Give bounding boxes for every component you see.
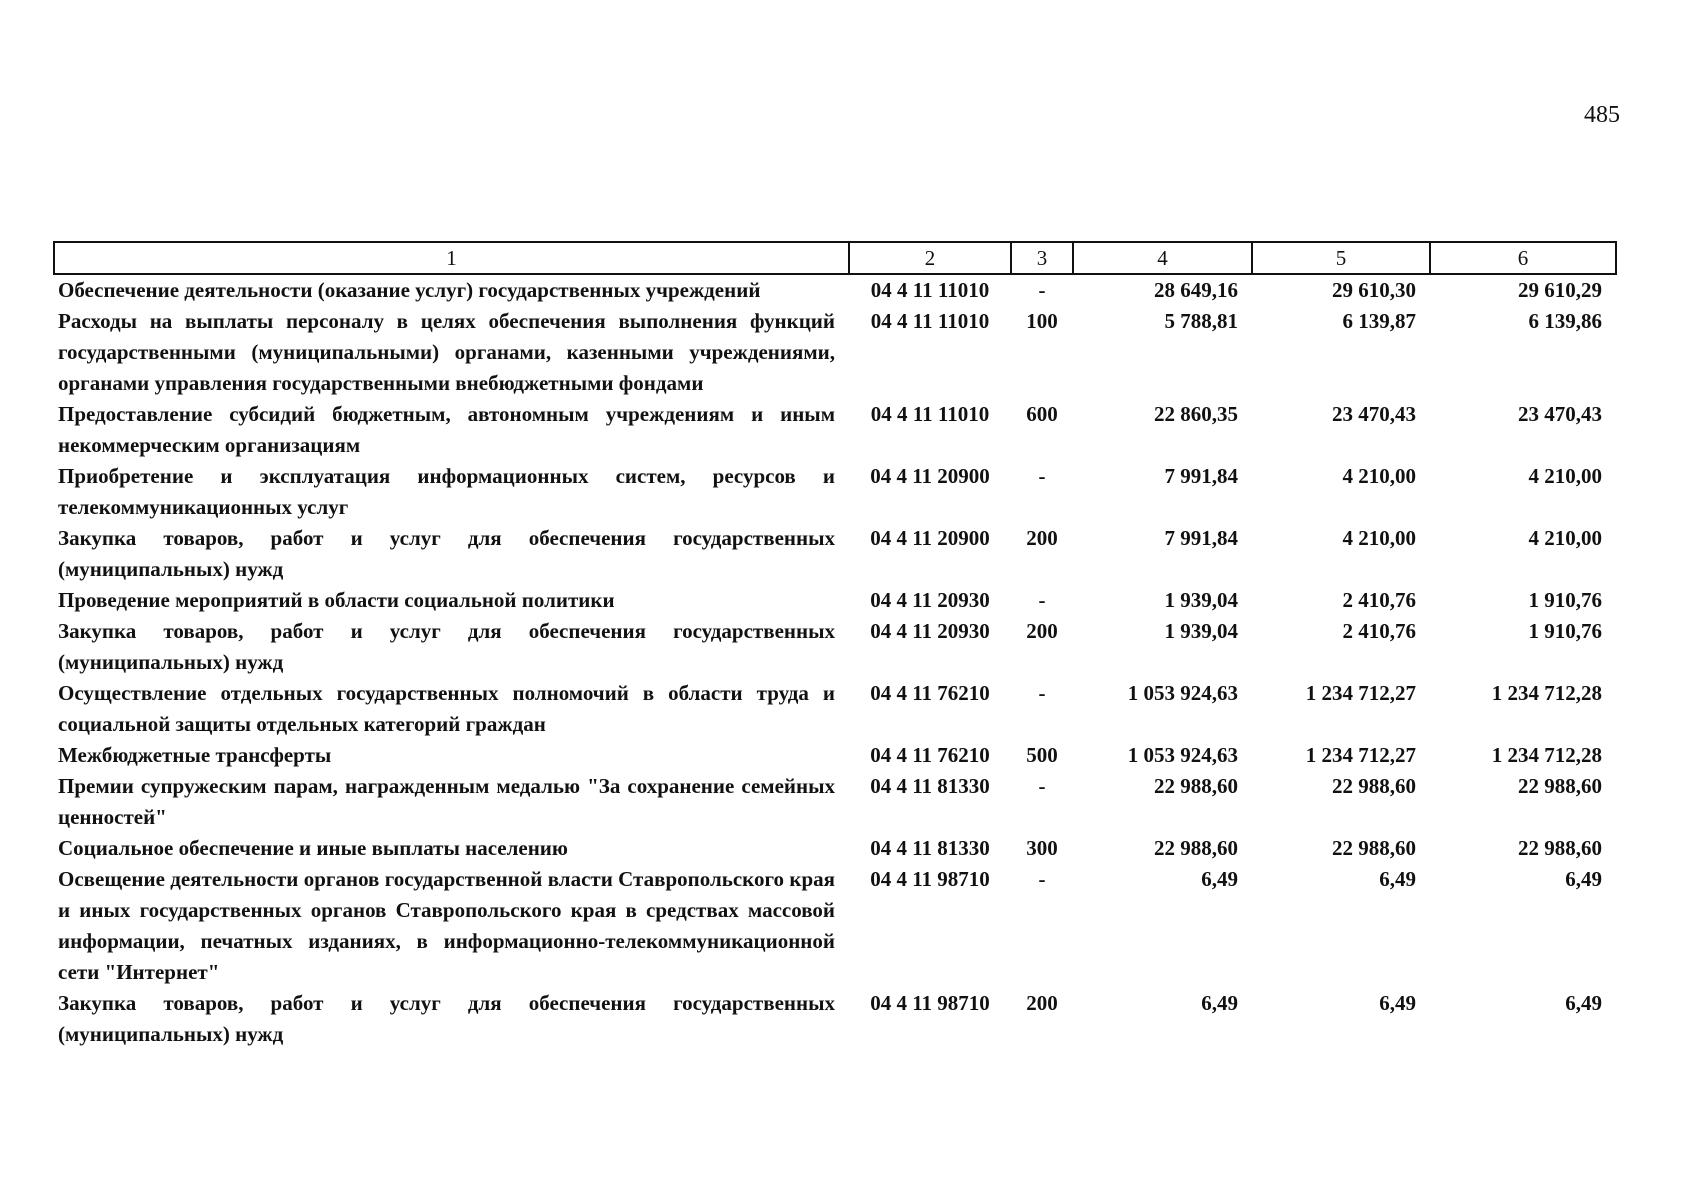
row-code-cell: 04 4 11 98710 xyxy=(870,991,990,1015)
row-value-col6-cell: 6,49 xyxy=(1565,867,1602,891)
row-value-col5-cell: 6,49 xyxy=(1379,867,1416,891)
row-name-cell: Приобретение и эксплуатация информационных систем, ресурсов и телекоммуникационных услуг xyxy=(58,464,835,519)
row-code-cell: 04 4 11 81330 xyxy=(870,774,990,798)
row-expense-type-cell: - xyxy=(1038,464,1046,488)
row-name-cell: Расходы на выплаты персоналу в целях обеспечения выполнения функций государственными (муниципальными) органами, казенными учреждениями, органами управления государственными внебюджетными фондами xyxy=(58,309,835,395)
row-value-col6-cell: 4 210,00 xyxy=(1528,464,1602,488)
row-code-cell: 04 4 11 76210 xyxy=(870,681,990,705)
row-expense-type-cell: 200 xyxy=(1026,619,1058,643)
row-value-col5-cell: 23 470,43 xyxy=(1332,402,1416,426)
table-row xyxy=(54,740,1616,771)
row-value-col4-cell: 1 053 924,63 xyxy=(1127,681,1238,705)
row-code-cell: 04 4 11 76210 xyxy=(870,743,990,767)
table-row xyxy=(54,833,1616,864)
table-row xyxy=(54,523,1616,585)
row-value-col6-cell: 4 210,00 xyxy=(1528,526,1602,550)
header-col-2: 2 xyxy=(849,242,1011,274)
header-col-5: 5 xyxy=(1252,242,1430,274)
table-row xyxy=(54,678,1616,740)
row-value-col6-cell: 22 988,60 xyxy=(1518,836,1602,860)
row-value-col4-cell: 28 649,16 xyxy=(1154,278,1238,302)
row-value-col6-cell: 23 470,43 xyxy=(1518,402,1602,426)
row-value-col4-cell: 1 939,04 xyxy=(1164,619,1238,643)
row-code-cell: 04 4 11 20930 xyxy=(870,619,990,643)
header-col-4: 4 xyxy=(1073,242,1252,274)
row-value-col4-cell: 5 788,81 xyxy=(1164,309,1238,333)
row-expense-type-cell: 300 xyxy=(1026,836,1058,860)
table-row xyxy=(54,771,1616,833)
row-value-col5-cell: 2 410,76 xyxy=(1342,619,1416,643)
row-name-cell: Осуществление отдельных государственных полномочий в области труда и социальной защиты отдельных категорий граждан xyxy=(58,681,835,736)
row-value-col5-cell: 2 410,76 xyxy=(1342,588,1416,612)
row-name-cell: Премии супружеским парам, награжденным медалью "За сохранение семейных ценностей" xyxy=(58,774,835,829)
row-value-col4-cell: 1 053 924,63 xyxy=(1127,743,1238,767)
row-expense-type-cell: 200 xyxy=(1026,991,1058,1015)
row-value-col4-cell: 22 860,35 xyxy=(1154,402,1238,426)
row-code-cell: 04 4 11 20900 xyxy=(870,526,990,550)
row-value-col6-cell: 6 139,86 xyxy=(1528,309,1602,333)
row-code-cell: 04 4 11 20930 xyxy=(870,588,990,612)
table-row xyxy=(54,461,1616,523)
row-value-col4-cell: 1 939,04 xyxy=(1164,588,1238,612)
row-name-cell: Закупка товаров, работ и услуг для обеспечения государственных (муниципальных) нужд xyxy=(58,619,835,674)
row-value-col6-cell: 1 910,76 xyxy=(1528,619,1602,643)
row-value-col6-cell: 1 234 712,28 xyxy=(1491,681,1602,705)
row-code-cell: 04 4 11 11010 xyxy=(870,402,990,426)
row-value-col6-cell: 1 234 712,28 xyxy=(1491,743,1602,767)
row-code-cell: 04 4 11 20900 xyxy=(870,464,990,488)
table-row xyxy=(54,274,1616,306)
row-value-col4-cell: 22 988,60 xyxy=(1154,836,1238,860)
row-value-col4-cell: 7 991,84 xyxy=(1164,464,1238,488)
table-row xyxy=(54,988,1616,1050)
row-value-col5-cell: 4 210,00 xyxy=(1342,464,1416,488)
row-value-col5-cell: 22 988,60 xyxy=(1332,774,1416,798)
row-code-cell: 04 4 11 81330 xyxy=(870,836,990,860)
row-value-col5-cell: 4 210,00 xyxy=(1342,526,1416,550)
table-row xyxy=(54,864,1616,988)
row-expense-type-cell: 600 xyxy=(1026,402,1058,426)
row-value-col5-cell: 1 234 712,27 xyxy=(1305,681,1416,705)
row-code-cell: 04 4 11 11010 xyxy=(870,278,990,302)
row-expense-type-cell: - xyxy=(1038,867,1046,891)
page-number: 485 xyxy=(1584,102,1620,128)
row-name-cell: Закупка товаров, работ и услуг для обеспечения государственных (муниципальных) нужд xyxy=(58,526,835,581)
table-row xyxy=(54,399,1616,461)
budget-table xyxy=(53,241,1617,1050)
row-expense-type-cell: - xyxy=(1038,774,1046,798)
row-name-cell: Обеспечение деятельности (оказание услуг) государственных учреждений xyxy=(58,278,761,302)
row-expense-type-cell: 500 xyxy=(1026,743,1058,767)
row-name-cell: Освещение деятельности органов государственной власти Ставропольского края и иных государственных органов Ставропольского края в средствах массовой информации, печатных изданиях, в информационно-телекоммуникационной сети "Интернет" xyxy=(58,867,835,984)
row-value-col6-cell: 1 910,76 xyxy=(1528,588,1602,612)
row-value-col6-cell: 6,49 xyxy=(1565,991,1602,1015)
row-code-cell: 04 4 11 11010 xyxy=(870,309,990,333)
row-code-cell: 04 4 11 98710 xyxy=(870,867,990,891)
row-expense-type-cell: - xyxy=(1038,588,1046,612)
row-expense-type-cell: 100 xyxy=(1026,309,1058,333)
row-expense-type-cell: - xyxy=(1038,681,1046,705)
row-value-col4-cell: 7 991,84 xyxy=(1164,526,1238,550)
row-name-cell: Социальное обеспечение и иные выплаты населению xyxy=(58,836,568,860)
table-row xyxy=(54,585,1616,616)
row-expense-type-cell: 200 xyxy=(1026,526,1058,550)
row-name-cell: Закупка товаров, работ и услуг для обеспечения государственных (муниципальных) нужд xyxy=(58,991,835,1046)
row-name-cell: Предоставление субсидий бюджетным, автономным учреждениям и иным некоммерческим организациям xyxy=(58,402,835,457)
header-col-1: 1 xyxy=(54,242,849,274)
row-value-col6-cell: 22 988,60 xyxy=(1518,774,1602,798)
row-value-col5-cell: 29 610,30 xyxy=(1332,278,1416,302)
row-value-col6-cell: 29 610,29 xyxy=(1518,278,1602,302)
row-value-col5-cell: 6 139,87 xyxy=(1342,309,1416,333)
row-value-col4-cell: 22 988,60 xyxy=(1154,774,1238,798)
header-col-6: 6 xyxy=(1430,242,1616,274)
row-value-col4-cell: 6,49 xyxy=(1201,867,1238,891)
table-body xyxy=(54,274,1616,1050)
row-expense-type-cell: - xyxy=(1038,278,1046,302)
header-col-3: 3 xyxy=(1011,242,1073,274)
row-value-col5-cell: 22 988,60 xyxy=(1332,836,1416,860)
row-value-col5-cell: 6,49 xyxy=(1379,991,1416,1015)
table-row xyxy=(54,306,1616,399)
table-header xyxy=(54,242,1616,274)
row-name-cell: Межбюджетные трансферты xyxy=(58,743,332,767)
table-row xyxy=(54,616,1616,678)
row-value-col5-cell: 1 234 712,27 xyxy=(1305,743,1416,767)
row-name-cell: Проведение мероприятий в области социальной политики xyxy=(58,588,615,612)
header-row xyxy=(54,242,1616,274)
row-value-col4-cell: 6,49 xyxy=(1201,991,1238,1015)
